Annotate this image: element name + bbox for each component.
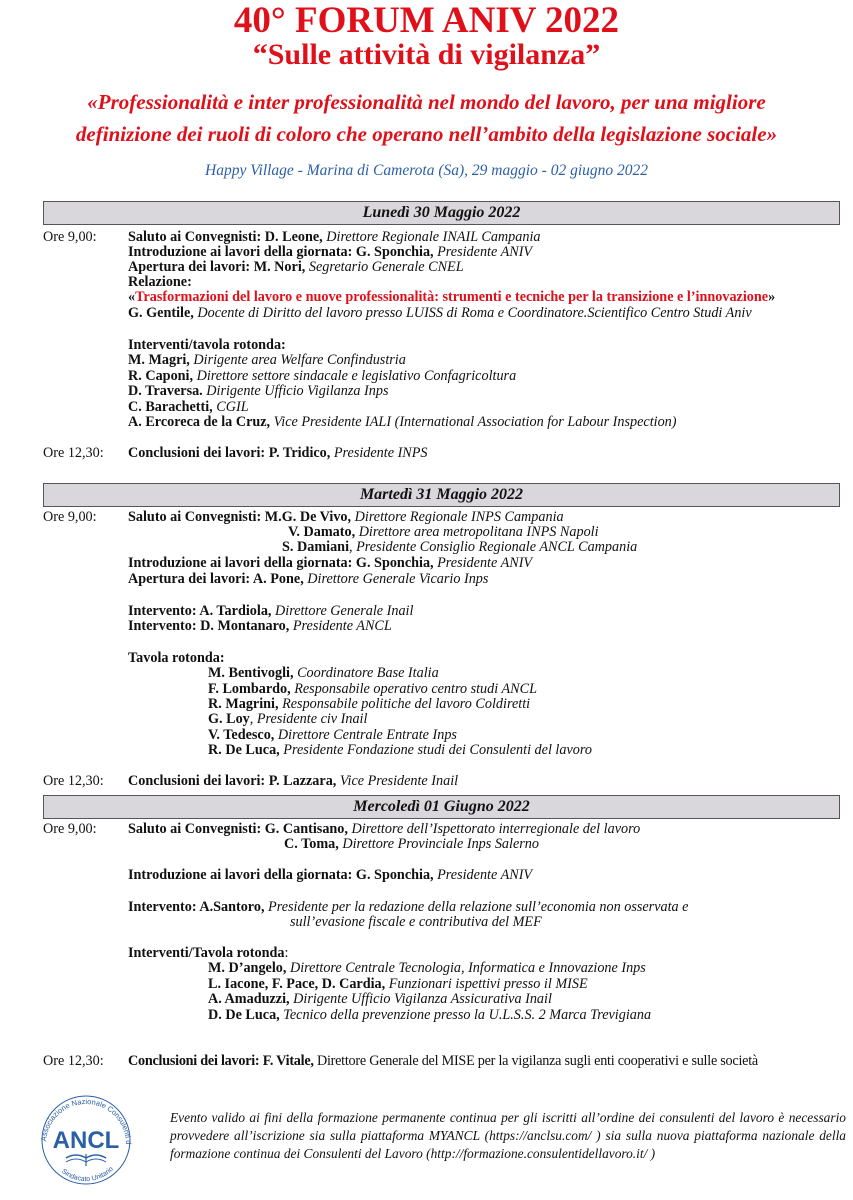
day2-heading: Martedì 31 Maggio 2022 xyxy=(43,483,840,507)
day3-time-morning: Ore 9,00: xyxy=(43,821,97,837)
day1-greeting: Saluto ai Convegnisti: D. Leone, Direttore Regionale INAIL Campania xyxy=(128,229,541,245)
event-title: 40° FORUM ANIV 2022 xyxy=(233,0,620,41)
day1-panelist: M. Magri, Dirigente area Welfare Confindustria xyxy=(128,352,406,368)
day2-greeting: Saluto ai Convegnisti: M.G. De Vivo, Direttore Regionale INPS Campania xyxy=(128,509,564,525)
day2-panelist: R. Magrini, Responsabile politiche del lavoro Coldiretti xyxy=(208,696,531,712)
day3-panelist: D. De Luca, Tecnico della prevenzione presso la U.L.S.S. 2 Marca Trevigiana xyxy=(208,1007,652,1023)
day1-panelist: D. Traversa. Dirigente Ufficio Vigilanza Inps xyxy=(128,383,389,399)
logo-ring-text: Associazione Nazionale Consulenti d xyxy=(39,1096,134,1145)
day3-time-closing: Ore 12,30: xyxy=(43,1053,104,1069)
logo-acronym: ANCL xyxy=(52,1127,120,1154)
day2-time-morning: Ore 9,00: xyxy=(43,509,97,525)
myancl-link[interactable]: https://anclsu.com/ xyxy=(489,1128,592,1143)
day1-heading: Lunedì 30 Maggio 2022 xyxy=(43,201,840,225)
day1-relazione-label: Relazione: xyxy=(128,274,192,290)
day2-greeting-3: S. Damiani, Presidente Consiglio Regionale ANCL Campania xyxy=(282,539,638,555)
day1-panelist: R. Caponi, Direttore settore sindacale e legislativo Confagricoltura xyxy=(128,368,517,384)
formazione-link[interactable]: http://formazione.consulentidellavoro.it/ xyxy=(430,1146,648,1161)
day3-heading: Mercoledì 01 Giugno 2022 xyxy=(43,795,840,819)
day2-intervento: Intervento: D. Montanaro, Presidente ANCL xyxy=(128,618,392,634)
day2-panel-label: Tavola rotonda: xyxy=(128,650,225,666)
venue-date: Happy Village - Marina di Camerota (Sa), 29 maggio - 02 giugno 2022 xyxy=(205,162,648,179)
day1-introduction: Introduzione ai lavori della giornata: G. Sponchia, Presidente ANIV xyxy=(128,244,533,260)
day2-greeting-2: V. Damato, Direttore area metropolitana INPS Napoli xyxy=(288,524,599,540)
theme-line-2: definizione dei ruoli di coloro che operano nell’ambito della legislazione sociale» xyxy=(75,122,778,146)
day3-intervento: Intervento: A.Santoro, Presidente per la redazione della relazione sull’economia non osservata e xyxy=(128,899,689,915)
day1-panelist: C. Barachetti, CGIL xyxy=(128,399,249,415)
day1-relatore: G. Gentile, Docente di Diritto del lavoro presso LUISS di Roma e Coordinatore.Scientifico Centro Studi Aniv xyxy=(128,305,752,321)
day3-conclusions: Conclusioni dei lavori: F. Vitale, Direttore Generale del MISE per la vigilanza sugli enti cooperativi e sulle società xyxy=(128,1053,758,1069)
day1-time-closing: Ore 12,30: xyxy=(43,445,104,461)
day2-introduction: Introduzione ai lavori della giornata: G. Sponchia, Presidente ANIV xyxy=(128,555,533,571)
day1-panel-label: Interventi/tavola rotonda: xyxy=(128,337,286,353)
day1-relazione-title: «Trasformazioni del lavoro e nuove professionalità: strumenti e tecniche per la transizione e l’innovazione» xyxy=(128,289,776,305)
footer-note: Evento valido ai fini della formazione permanente continua per gli iscritti all’ordine dei consulenti del lavoro è necessario provvedere all’iscrizione sia sulla piattaforma MYANCL (https://anclsu.com/ ) sia sulla nuova piattaforma nazionale della formazione continua dei Consulenti del Lavoro (http://formazione.consulentidellavoro.it/ ) xyxy=(170,1110,847,1161)
day3-panelist: M. D’angelo, Direttore Centrale Tecnologia, Informatica e Innovazione Inps xyxy=(208,960,646,976)
day2-time-closing: Ore 12,30: xyxy=(43,773,104,789)
day1-opening: Apertura dei lavori: M. Nori, Segretario Generale CNEL xyxy=(128,259,464,275)
day3-greeting-2: C. Toma, Direttore Provinciale Inps Salerno xyxy=(284,836,539,852)
day3-intervento-cont: sull’evasione fiscale e contributiva del MEF xyxy=(290,914,542,930)
day2-panelist: G. Loy, Presidente civ Inail xyxy=(208,711,368,727)
day1-conclusions: Conclusioni dei lavori: P. Tridico, Presidente INPS xyxy=(128,445,428,461)
day2-intervento: Intervento: A. Tardiola, Direttore Generale Inail xyxy=(128,603,414,619)
day3-panel-label: Interventi/Tavola rotonda: xyxy=(128,945,289,961)
day2-panelist: R. De Luca, Presidente Fondazione studi dei Consulenti del lavoro xyxy=(208,742,592,758)
day3-greeting: Saluto ai Convegnisti: G. Cantisano, Direttore dell’Ispettorato interregionale del lavoro xyxy=(128,821,641,837)
day1-time-morning: Ore 9,00: xyxy=(43,229,97,245)
logo-bottom-text: Sindacato Unitario xyxy=(59,1165,115,1184)
theme-line-1: «Professionalità e inter professionalità nel mondo del lavoro, per una migliore xyxy=(87,90,766,114)
day2-panelist: M. Bentivogli, Coordinatore Base Italia xyxy=(208,665,439,681)
day3-panelist: A. Amaduzzi, Dirigente Ufficio Vigilanza Assicurativa Inail xyxy=(208,991,552,1007)
day2-conclusions: Conclusioni dei lavori: P. Lazzara, Vice Presidente Inail xyxy=(128,773,459,789)
day3-introduction: Introduzione ai lavori della giornata: G. Sponchia, Presidente ANIV xyxy=(128,867,533,883)
day2-panelist: V. Tedesco, Direttore Centrale Entrate Inps xyxy=(208,727,457,743)
day2-opening: Apertura dei lavori: A. Pone, Direttore Generale Vicario Inps xyxy=(128,571,489,587)
day1-panelist: A. Ercoreca de la Cruz, Vice Presidente IALI (International Association for Labour Inspection) xyxy=(128,414,677,430)
ancl-logo xyxy=(30,1082,140,1192)
day3-panelist: L. Iacone, F. Pace, D. Cardia, Funzionari ispettivi presso il MISE xyxy=(208,976,588,992)
event-subtitle: “Sulle attività di vigilanza” xyxy=(252,38,601,71)
day2-panelist: F. Lombardo, Responsabile operativo centro studi ANCL xyxy=(208,681,537,697)
